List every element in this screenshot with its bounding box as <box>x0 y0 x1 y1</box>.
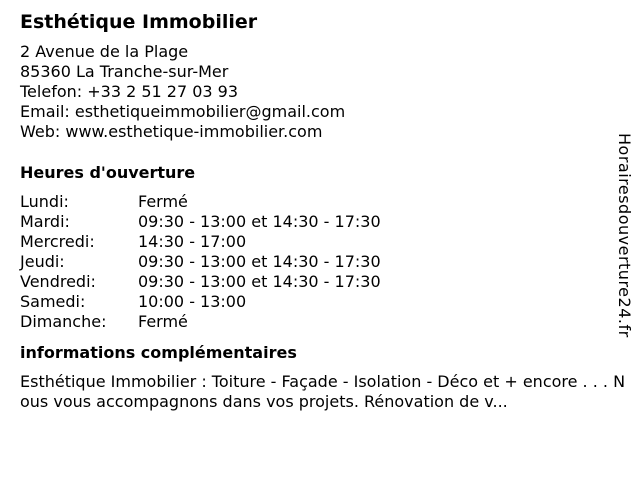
info-description: Esthétique Immobilier : Toiture - Façade - Isolation - Déco et + encore . . . Nous vous accompagnons dans vos projets. Rénovation de v... <box>20 372 626 411</box>
hours-row-dimanche <box>20 312 610 332</box>
address-city: 85360 La Tranche-sur-Mer <box>20 62 229 81</box>
hours-day: Dimanche: <box>20 312 107 331</box>
hours-day: Mercredi: <box>20 232 95 251</box>
hours-time: 09:30 - 13:00 et 14:30 - 17:30 <box>138 212 381 231</box>
hours-time: 14:30 - 17:00 <box>138 232 247 251</box>
hours-row-mercredi <box>20 232 610 252</box>
hours-day: Samedi: <box>20 292 86 311</box>
contact-block <box>20 42 610 142</box>
hours-heading: Heures d'ouverture <box>20 163 196 182</box>
web-line: Web: www.esthetique-immobilier.com <box>20 122 323 141</box>
email-line: Email: esthetiqueimmobilier@gmail.com <box>20 102 346 121</box>
hours-time: 09:30 - 13:00 et 14:30 - 17:30 <box>138 252 381 271</box>
hours-row-vendredi <box>20 272 610 292</box>
hours-time: 10:00 - 13:00 <box>138 292 247 311</box>
hours-day: Lundi: <box>20 192 69 211</box>
hours-row-lundi <box>20 192 610 212</box>
hours-day: Vendredi: <box>20 272 96 291</box>
watermark-text: Horairesdouverture24.fr <box>615 133 634 338</box>
hours-day: Mardi: <box>20 212 70 231</box>
business-name: Esthétique Immobilier <box>20 11 258 33</box>
hours-row-jeudi <box>20 252 610 272</box>
hours-time: 09:30 - 13:00 et 14:30 - 17:30 <box>138 272 381 291</box>
hours-day: Jeudi: <box>20 252 65 271</box>
hours-time: Fermé <box>138 192 188 211</box>
hours-time: Fermé <box>138 312 188 331</box>
hours-row-mardi <box>20 212 610 232</box>
phone-line: Telefon: +33 2 51 27 03 93 <box>20 82 239 101</box>
hours-row-samedi <box>20 292 610 312</box>
info-heading: informations complémentaires <box>20 343 297 362</box>
address-street: 2 Avenue de la Plage <box>20 42 189 61</box>
hours-table <box>20 192 610 332</box>
